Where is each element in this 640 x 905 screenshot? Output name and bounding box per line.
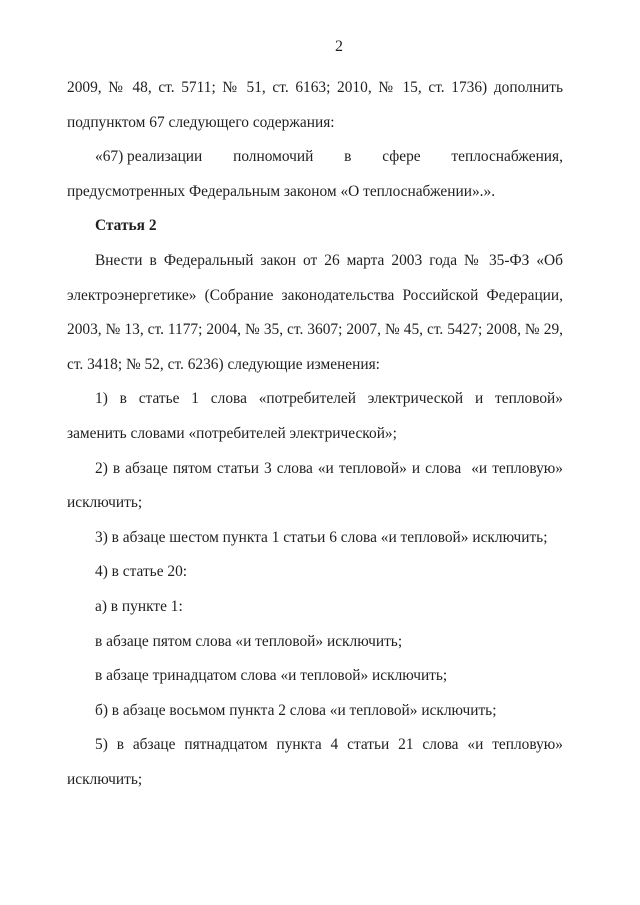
document-line: а) в пункте 1: <box>95 597 183 615</box>
document-line: 3) в абзаце шестом пункта 1 статьи 6 слова «и тепловой» исключить; <box>95 528 548 546</box>
document-line: 2009, № 48, ст. 5711; № 51, ст. 6163; 2010, № 15, ст. 1736) дополнить <box>67 79 563 96</box>
document-line: 2) в абзаце пятом статьи 3 слова «и тепловой» и слова «и тепловую» <box>95 459 563 477</box>
word-group: теплоснабжения, <box>451 148 563 166</box>
document-line: исключить; <box>67 770 143 788</box>
page-number: 2 <box>335 38 343 55</box>
document-line: электроэнергетике» (Собрание законодательства Российской Федерации, <box>67 286 563 304</box>
document-line: 4) в статье 20: <box>95 563 188 581</box>
document-line: 1) в статье 1 слова «потребителей электрической и тепловой» <box>95 390 563 408</box>
word-group: полномочий <box>233 148 314 166</box>
document-line: ст. 3418; № 52, ст. 6236) следующие изменения: <box>67 355 380 373</box>
document-line: в абзаце тринадцатом слова «и тепловой» исключить; <box>95 667 448 685</box>
word-group: в <box>344 148 352 166</box>
article-heading: Статья 2 <box>95 217 157 235</box>
document-line: предусмотренных Федеральным законом «О теплоснабжении».». <box>67 182 496 200</box>
document-line: подпунктом 67 следующего содержания: <box>67 113 335 131</box>
word-group: сфере <box>382 148 421 166</box>
document-body <box>67 71 563 797</box>
document-line: 5) в абзаце пятнадцатом пункта 4 статьи 21 слова «и тепловую» <box>95 736 563 754</box>
word-group: «67) реализации <box>95 148 203 166</box>
document-line: заменить словами «потребителей электрической»; <box>67 424 397 442</box>
document-line: б) в абзаце восьмом пункта 2 слова «и тепловой» исключить; <box>95 701 497 719</box>
document-line <box>67 140 563 175</box>
document-line: 2003, № 13, ст. 1177; 2004, № 35, ст. 3607; 2007, № 45, ст. 5427; 2008, № 29, <box>67 321 563 339</box>
document-line: исключить; <box>67 494 143 512</box>
document-line: Внести в Федеральный закон от 26 марта 2003 года № 35-ФЗ «Об <box>95 251 563 269</box>
document-line: в абзаце пятом слова «и тепловой» исключить; <box>95 632 403 650</box>
